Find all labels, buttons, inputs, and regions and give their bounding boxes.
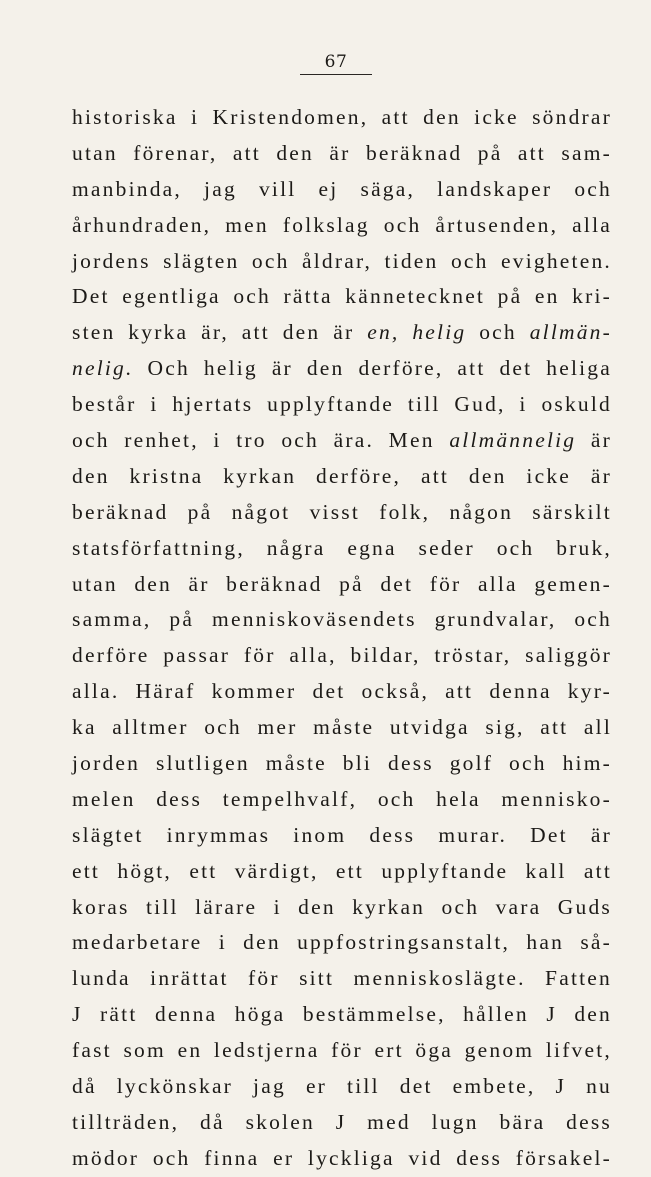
text-line <box>72 674 612 710</box>
text-run: lunda inrättat för sitt menniskoslägte. Fatten <box>72 966 612 991</box>
text-line <box>72 387 612 423</box>
text-line <box>72 854 612 890</box>
text-line <box>72 100 612 136</box>
text-run: består i hjertats upplyftande till Gud, i oskuld <box>72 392 612 417</box>
text-line <box>72 1141 612 1177</box>
text-run: Och helig är den derföre, att det heliga <box>133 356 612 381</box>
text-line <box>72 567 612 603</box>
text-line <box>72 925 612 961</box>
text-line <box>72 890 612 926</box>
text-run: ka alltmer och mer måste utvidga sig, att all <box>72 715 612 740</box>
text-run: melen dess tempelhvalf, och hela mennisko- <box>72 786 612 811</box>
text-run: tillträden, då skolen J med lugn bära dess <box>72 1109 612 1134</box>
text-run: beräknad på något visst folk, någon särskilt <box>72 499 612 524</box>
text-run: Det egentliga och rätta kännetecknet på en kri- <box>72 284 612 309</box>
text-line <box>72 782 612 818</box>
body-text <box>72 100 612 1177</box>
text-run: jorden slutligen måste bli dess golf och him- <box>72 751 612 776</box>
text-line <box>72 746 612 782</box>
text-line <box>72 997 612 1033</box>
text-line <box>72 1105 612 1141</box>
text-line <box>72 495 612 531</box>
text-run: utan förenar, att den är beräknad på att sam- <box>72 140 612 165</box>
text-line <box>72 961 612 997</box>
text-run: ett högt, ett värdigt, ett upplyftande kall att <box>72 858 612 883</box>
text-line <box>72 1069 612 1105</box>
italic-text: allmän- <box>529 320 612 345</box>
text-run: mödor och finna er lyckliga vid dess försakel- <box>72 1145 612 1170</box>
text-line <box>72 423 612 459</box>
text-line <box>72 315 612 351</box>
text-run: är <box>576 428 612 453</box>
text-run: historiska i Kristendomen, att den icke söndrar <box>72 105 612 129</box>
text-run: sten kyrka är, att den är <box>72 320 368 345</box>
text-run: århundraden, men folkslag och årtusenden, alla <box>72 212 612 237</box>
text-run: J rätt denna höga bestämmelse, hållen J den <box>72 1002 612 1027</box>
text-line <box>72 638 612 674</box>
text-run: medarbetare i den uppfostringsanstalt, han så- <box>72 930 612 955</box>
text-run: samma, på menniskoväsendets grundvalar, och <box>72 607 612 632</box>
text-line <box>72 136 612 172</box>
text-run: manbinda, jag vill ej säga, landskaper och <box>72 176 612 201</box>
page-number: 67 <box>300 52 372 75</box>
italic-text: allmännelig <box>449 428 577 453</box>
text-run: derföre passar för alla, bildar, tröstar, saliggör <box>72 643 612 668</box>
text-run: statsförfattning, några egna seder och bruk, <box>72 535 612 560</box>
text-line <box>72 459 612 495</box>
text-run: alla. Häraf kommer det också, att denna kyr- <box>72 679 612 704</box>
text-line <box>72 208 612 244</box>
text-run: då lyckönskar jag er till det embete, J nu <box>72 1074 612 1099</box>
text-run: och renhet, i tro och ära. Men <box>72 428 450 453</box>
text-line <box>72 172 612 208</box>
text-run: koras till lärare i den kyrkan och vara Guds <box>72 894 612 919</box>
italic-text: en, helig <box>367 320 467 345</box>
italic-text: nelig. <box>72 356 134 381</box>
text-line <box>72 1033 612 1069</box>
text-run: utan den är beräknad på det för alla gemen- <box>72 571 612 596</box>
text-line <box>72 602 612 638</box>
text-line <box>72 279 612 315</box>
text-run: den kristna kyrkan derföre, att den icke är <box>72 463 612 488</box>
text-line <box>72 351 612 387</box>
text-run: slägtet inrymmas inom dess murar. Det är <box>72 822 612 847</box>
text-line <box>72 818 612 854</box>
text-line <box>72 244 612 280</box>
text-line <box>72 710 612 746</box>
text-line <box>72 531 612 567</box>
text-run: och <box>466 320 530 345</box>
text-run: jordens slägten och åldrar, tiden och evigheten. <box>72 248 612 273</box>
text-run: fast som en ledstjerna för ert öga genom lifvet, <box>72 1038 612 1063</box>
